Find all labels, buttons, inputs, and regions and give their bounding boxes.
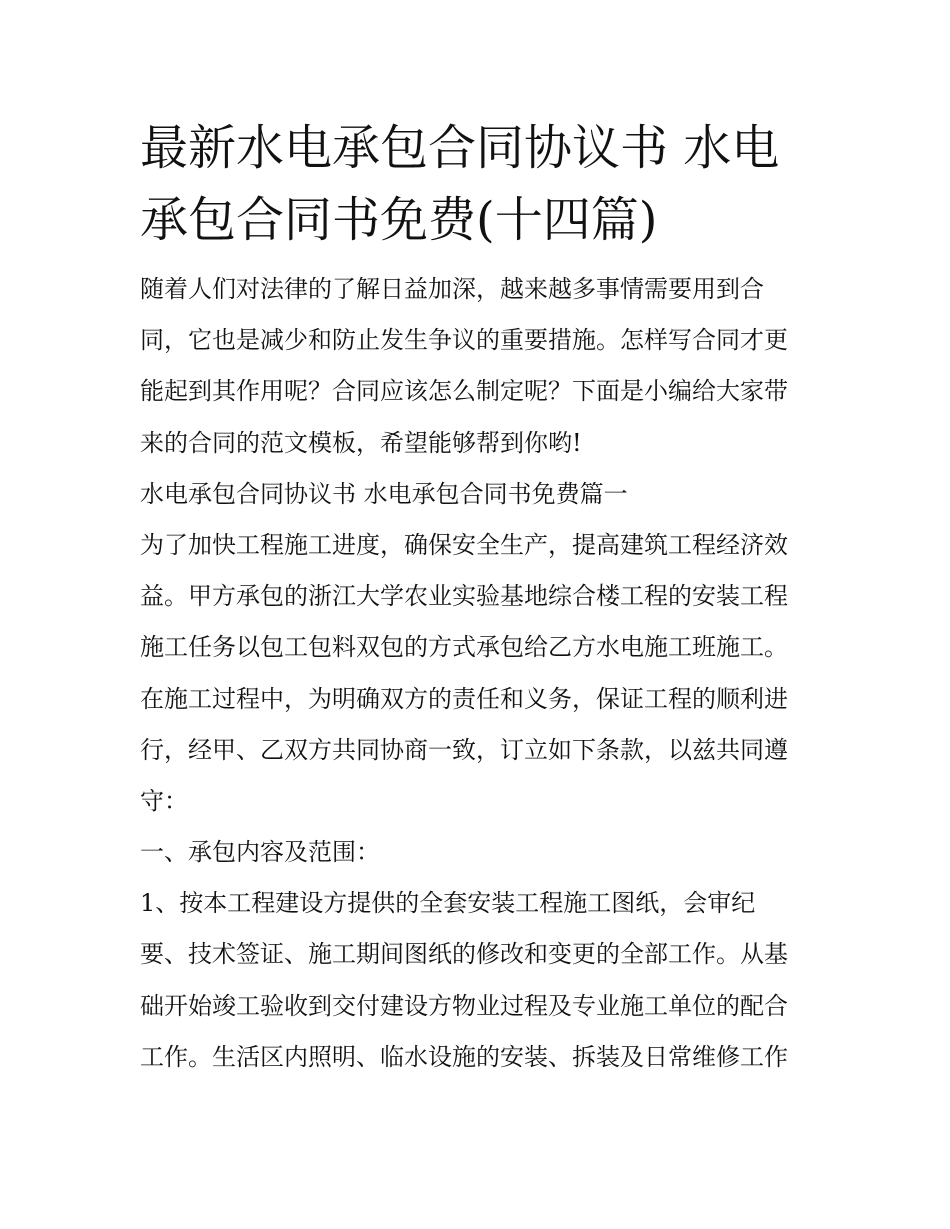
text-line: 1、按本工程建设方提供的全套安装工程施工图纸，会审纪	[140, 889, 756, 918]
document-body	[140, 264, 820, 1083]
text-line: 要、技术签证、施工期间图纸的修改和变更的全部工作。从基	[140, 940, 788, 969]
text-line: 同，它也是减少和防止发生争议的重要措施。怎样写合同才更	[140, 326, 788, 355]
text-line: 行，经甲、乙双方共同协商一致，订立如下条款，以兹共同遵	[140, 735, 788, 764]
text-line: 在施工过程中，为明确双方的责任和义务，保证工程的顺利进	[140, 684, 788, 713]
document-title	[140, 112, 820, 256]
text-line: 随着人们对法律的了解日益加深，越来越多事情需要用到合	[140, 275, 764, 303]
title-line: 最新水电承包合同协议书 水电	[140, 120, 780, 176]
text-line: 守：	[140, 786, 188, 815]
text-line: 能起到其作用呢？合同应该怎么制定呢？下面是小编给大家带	[140, 377, 788, 406]
intro-paragraph	[140, 264, 820, 469]
text-line: 工作。生活区内照明、临水设施的安装、拆装及日常维修工作	[140, 1042, 788, 1071]
text-line: 施工任务以包工包料双包的方式承包给乙方水电施工班施工。	[140, 633, 788, 662]
section-heading: 水电承包合同协议书 水电承包合同书免费篇一	[140, 479, 628, 508]
title-line: 承包合同书免费(十四篇)	[140, 192, 658, 248]
text-line: 益。甲方承包的浙江大学农业实验基地综合楼工程的安装工程	[140, 582, 788, 611]
text-line: 为了加快工程施工进度，确保安全生产，提高建筑工程经济效	[140, 530, 788, 559]
clause-heading: 一、承包内容及范围：	[140, 838, 380, 867]
text-line: 来的合同的范文模板，希望能够帮到你哟!	[140, 428, 582, 457]
document-page	[140, 112, 820, 1083]
text-line: 础开始竣工验收到交付建设方物业过程及专业施工单位的配合	[140, 991, 788, 1020]
clause-1-paragraph	[140, 878, 820, 1083]
purpose-paragraph	[140, 520, 820, 827]
